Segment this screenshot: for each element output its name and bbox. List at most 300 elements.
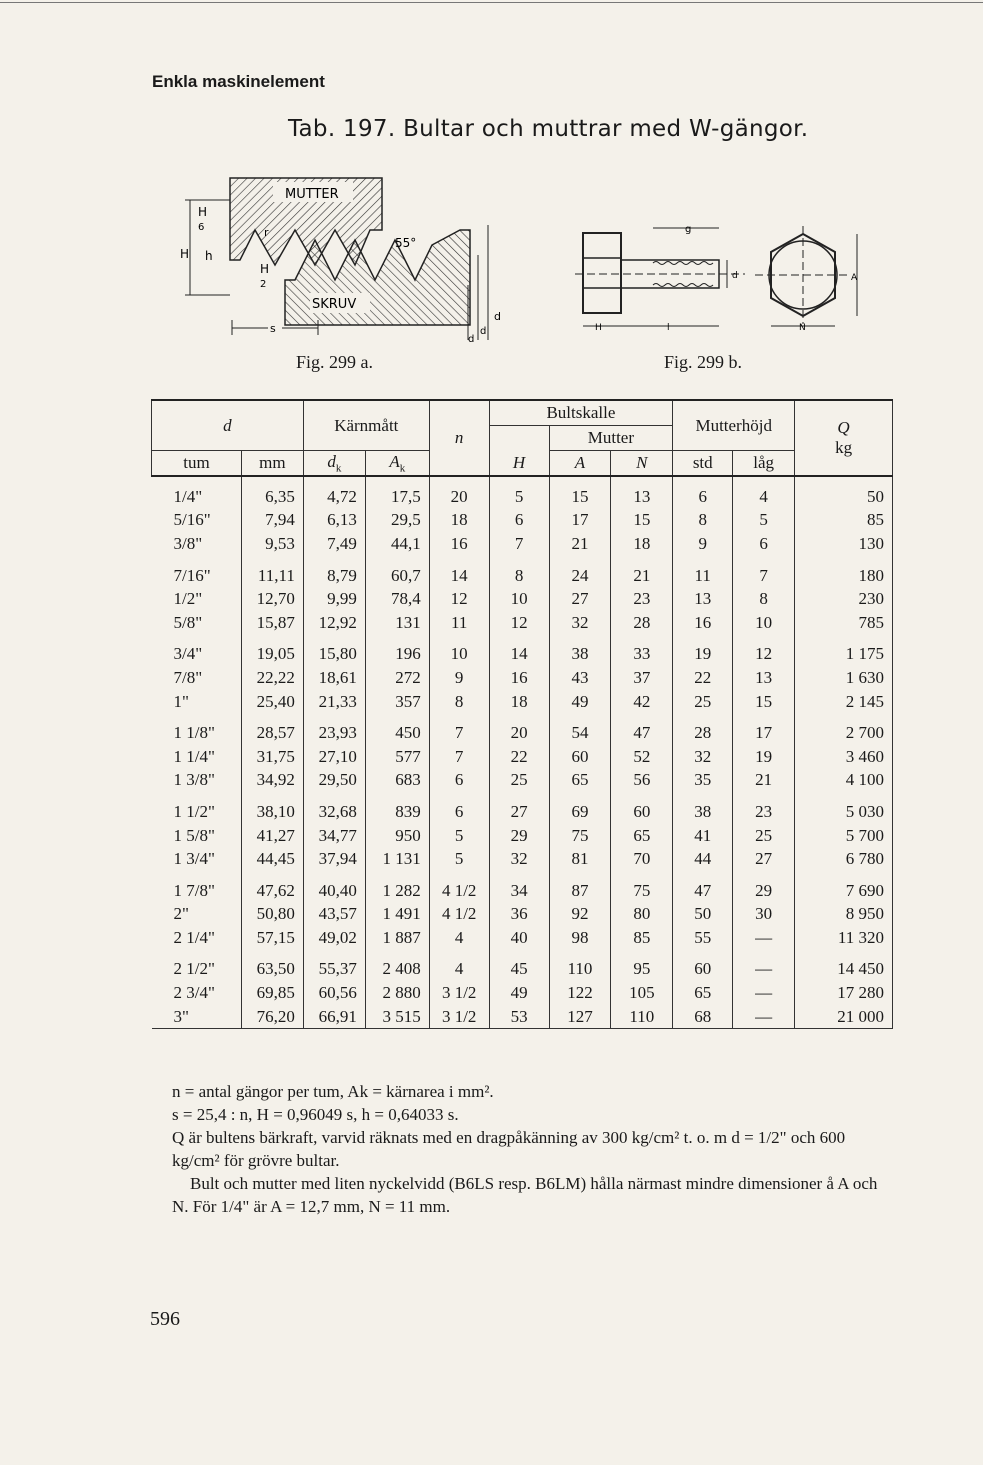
table-cell: 1/4" (173, 486, 203, 506)
table-cell: 60 (549, 745, 611, 769)
table-cell: 60,56 (303, 981, 365, 1005)
table-cell: 1 282 (365, 879, 429, 903)
table-cell: 69,85 (241, 981, 303, 1005)
table-cell: 20 (489, 721, 549, 745)
table-cell: 15 (733, 690, 795, 714)
table-cell: 49,02 (303, 926, 365, 950)
head-Ak: $A_k$ (365, 451, 429, 477)
table-row (152, 721, 893, 745)
table-cell: 3 460 (795, 745, 893, 769)
table-cell: 15,80 (303, 643, 365, 667)
table-cell: 130 (795, 532, 893, 556)
table-cell: 27,10 (303, 745, 365, 769)
table-cell: 60 (611, 800, 673, 824)
dk-label: d (468, 334, 475, 345)
table-cell: 21 000 (795, 1005, 893, 1029)
table-cell: 55,37 (303, 958, 365, 982)
table-cell: 9,53 (241, 532, 303, 556)
table-cell: 43,57 (303, 903, 365, 927)
note-4: Bult och mutter med liten nyckelvidd (B6LS resp. B6LM) hålla närmast mindre dimensioner å A och N. För 1/4" är A = 12,7 mm, N = 11 mm. (172, 1174, 878, 1216)
two-label: 2 (260, 279, 267, 290)
table-cell: 30 (733, 903, 795, 927)
table-cell: 60 (673, 958, 733, 982)
table-cell: 66,91 (303, 1005, 365, 1029)
table-cell: — (733, 926, 795, 950)
table-cell: 8 (489, 564, 549, 588)
table-cell: 18 (489, 690, 549, 714)
table-cell: 21,33 (303, 690, 365, 714)
table-cell: 6,13 (303, 509, 365, 533)
table-row (152, 903, 893, 927)
table-row (152, 958, 893, 982)
table-cell: — (733, 958, 795, 982)
figure-a-caption: Fig. 299 a. (296, 352, 374, 372)
bolt-d-label: d (732, 271, 738, 281)
table-cell: 11 (673, 564, 733, 588)
table-cell: 5/8" (173, 612, 203, 632)
table-row (152, 800, 893, 824)
table-cell: 47 (611, 721, 673, 745)
table-cell: 4 1/2 (429, 903, 489, 927)
table-cell: 1 491 (365, 903, 429, 927)
table-cell: 1 1/2" (173, 801, 215, 821)
table-cell: 28 (611, 611, 673, 635)
table-cell: 3" (152, 1005, 242, 1029)
table-cell: 3/8" (173, 533, 203, 553)
table-cell: — (733, 981, 795, 1005)
table-cell: 27 (549, 587, 611, 611)
running-header: Enkla maskinelement (152, 72, 325, 91)
table-cell: 9,99 (303, 587, 365, 611)
table-cell: 8,79 (303, 564, 365, 588)
note-3: Q är bultens bärkraft, varvid räknats med en dragpåkänning av 300 kg/cm² t. o. m d = 1/2" och 600 kg/cm² för grövre bultar. (172, 1128, 846, 1170)
table-cell: 42 (611, 690, 673, 714)
table-cell: 95 (611, 958, 673, 982)
table-cell: 2 408 (365, 958, 429, 982)
table-cell: — (733, 1005, 795, 1029)
table-row (152, 879, 893, 903)
table-cell: 12 (733, 643, 795, 667)
table-cell: 7/16" (173, 565, 211, 585)
table-cell: 65 (673, 981, 733, 1005)
table-cell: 15 (549, 485, 611, 509)
table-cell: 5 700 (795, 824, 893, 848)
head-blank (489, 426, 549, 451)
table-cell: 47,62 (241, 879, 303, 903)
H-label: H (180, 247, 190, 261)
table-cell: 25 (733, 824, 795, 848)
page-number: 596 (150, 1308, 180, 1330)
table-cell: 21 (733, 769, 795, 793)
table-row (152, 587, 893, 611)
table-cell: 6 780 (795, 847, 893, 871)
table-cell: 7/8" (173, 667, 203, 687)
table-cell: 65 (549, 769, 611, 793)
r-label: r (264, 226, 269, 239)
table-cell: 14 (489, 643, 549, 667)
d-label: d (494, 310, 501, 323)
table-cell: 8 (673, 509, 733, 533)
bolt-table (151, 399, 893, 1029)
table-cell: 32,68 (303, 800, 365, 824)
table-cell: 16 (429, 532, 489, 556)
table-cell: 110 (549, 958, 611, 982)
table-cell: 14 (429, 564, 489, 588)
table-cell: 23 (733, 800, 795, 824)
table-cell: 49 (489, 981, 549, 1005)
table-row (152, 485, 893, 509)
head-mutter: Mutter (549, 426, 673, 451)
table-cell: 7,49 (303, 532, 365, 556)
table-cell: 8 (733, 587, 795, 611)
table-cell: 23,93 (303, 721, 365, 745)
table-cell: 32 (489, 847, 549, 871)
table-row (152, 509, 893, 533)
table-cell: 10 (489, 587, 549, 611)
bolt-l-label: l (667, 323, 670, 333)
table-cell: 357 (365, 690, 429, 714)
table-cell: 37,94 (303, 847, 365, 871)
head-H: H (489, 451, 549, 477)
table-row (152, 847, 893, 871)
table-cell: 40,40 (303, 879, 365, 903)
table-cell: 29 (733, 879, 795, 903)
table-row (152, 824, 893, 848)
table-cell: 9 (673, 532, 733, 556)
table-cell: 2 700 (795, 721, 893, 745)
table-body (152, 476, 893, 1029)
table-cell: 785 (795, 611, 893, 635)
table-cell: 6 (429, 769, 489, 793)
table-cell: 7 690 (795, 879, 893, 903)
figure-b-caption: Fig. 299 b. (664, 352, 743, 372)
head-lag: låg (733, 451, 795, 477)
table-cell: 38 (673, 800, 733, 824)
H6-label: H (198, 205, 208, 219)
table-cell: 7 (733, 564, 795, 588)
table-cell: 6 (733, 532, 795, 556)
table-cell: 28 (673, 721, 733, 745)
table-cell: 27 (489, 800, 549, 824)
table-cell: 1 630 (795, 666, 893, 690)
table-cell: 3 515 (365, 1005, 429, 1029)
table-cell: 1/2" (173, 589, 203, 609)
bolt-N-label: N (799, 323, 806, 333)
table-cell: 22,22 (241, 666, 303, 690)
table-cell: 5 (429, 847, 489, 871)
table-cell: 272 (365, 666, 429, 690)
table-cell: 57,15 (241, 926, 303, 950)
table-cell: 13 (673, 587, 733, 611)
table-cell: 3 1/2 (429, 1005, 489, 1029)
dm-label: d (480, 326, 487, 337)
table-cell: 65 (611, 824, 673, 848)
bolt-A-label: A (851, 273, 858, 283)
table-row (152, 611, 893, 635)
table-cell: 20 (429, 485, 489, 509)
thread-profile-figure (170, 170, 510, 345)
table-cell: 50,80 (241, 903, 303, 927)
table-cell: 50 (795, 485, 893, 509)
table-cell: 1 3/4" (173, 849, 215, 869)
table-cell: 1" (173, 691, 189, 711)
table-cell: 2 1/4" (173, 927, 215, 947)
table-cell: 450 (365, 721, 429, 745)
head-std: std (673, 451, 733, 477)
table-cell: 5 (429, 824, 489, 848)
s-label: s (270, 322, 276, 335)
table-row (152, 690, 893, 714)
head-tum: tum (152, 451, 242, 477)
table-cell: 2 880 (365, 981, 429, 1005)
table-row (152, 564, 893, 588)
table-cell: 13 (611, 485, 673, 509)
table-cell: 7 (489, 532, 549, 556)
table-cell: 17 (549, 509, 611, 533)
table-cell: 14 450 (795, 958, 893, 982)
table-cell: 50 (673, 903, 733, 927)
table-cell: 5/16" (173, 510, 211, 530)
table-cell: 12 (489, 611, 549, 635)
angle-label: 55° (395, 236, 417, 250)
table-cell: 12,70 (241, 587, 303, 611)
table-cell: 22 (673, 666, 733, 690)
table-cell: 2 3/4" (173, 983, 215, 1003)
table-cell: 2" (173, 904, 189, 924)
head-karnmatt: Kärnmått (303, 400, 429, 451)
table-cell: 11 (429, 611, 489, 635)
table-cell: 1 7/8" (173, 880, 215, 900)
table-cell: 63,50 (241, 958, 303, 982)
table-cell: 28,57 (241, 721, 303, 745)
six-label: 6 (198, 222, 205, 233)
table-cell: 44,1 (365, 532, 429, 556)
table-cell: 12,92 (303, 611, 365, 635)
table-cell: 15,87 (241, 611, 303, 635)
table-cell: 80 (611, 903, 673, 927)
table-cell: 33 (611, 643, 673, 667)
table-cell: 25,40 (241, 690, 303, 714)
table-cell: 43 (549, 666, 611, 690)
table-cell: 230 (795, 587, 893, 611)
mutter-label: MUTTER (285, 187, 339, 202)
table-cell: 839 (365, 800, 429, 824)
table-cell: 34,77 (303, 824, 365, 848)
table-cell: 122 (549, 981, 611, 1005)
table-cell: 29,5 (365, 509, 429, 533)
head-N: N (611, 451, 673, 477)
table-cell: 18,61 (303, 666, 365, 690)
head-dk: $d_k$ (303, 451, 365, 477)
table-cell: 110 (611, 1005, 673, 1029)
head-A: A (549, 451, 611, 477)
table-cell: 1 175 (795, 643, 893, 667)
table-cell: 37 (611, 666, 673, 690)
table-cell: 44 (673, 847, 733, 871)
table-cell: 9 (429, 666, 489, 690)
table-cell: 55 (673, 926, 733, 950)
table-cell: 17 (733, 721, 795, 745)
table-cell: 24 (549, 564, 611, 588)
table-row (152, 926, 893, 950)
table-row (152, 532, 893, 556)
table-cell: 38 (549, 643, 611, 667)
table-cell: 2 145 (795, 690, 893, 714)
table-cell: 19 (733, 745, 795, 769)
table-cell: 41 (673, 824, 733, 848)
table-cell: 34 (489, 879, 549, 903)
table-cell: 5 030 (795, 800, 893, 824)
table-cell: 13 (733, 666, 795, 690)
table-cell: 44,45 (241, 847, 303, 871)
table-cell: 36 (489, 903, 549, 927)
table-cell: 1 1/8" (173, 723, 215, 743)
table-cell: 7 (429, 721, 489, 745)
g-label: g (685, 224, 692, 235)
table-cell: 18 (429, 509, 489, 533)
table-cell: 69 (549, 800, 611, 824)
table-cell: 2 1/2" (173, 959, 215, 979)
table-cell: 577 (365, 745, 429, 769)
table-cell: 4,72 (303, 485, 365, 509)
table-cell: 81 (549, 847, 611, 871)
table-cell: 5 (489, 485, 549, 509)
table-cell: 7,94 (241, 509, 303, 533)
table-cell: 75 (611, 879, 673, 903)
bolt-figure (575, 218, 875, 338)
table-cell: 6 (673, 485, 733, 509)
table-cell: 78,4 (365, 587, 429, 611)
table-row (152, 769, 893, 793)
top-rule (0, 2, 983, 3)
note-1: n = antal gängor per tum, Ak = kärnarea i mm². (172, 1082, 494, 1101)
table-cell: 5 (733, 509, 795, 533)
table-cell: 25 (489, 769, 549, 793)
table-cell: 92 (549, 903, 611, 927)
table-cell: 11,11 (241, 564, 303, 588)
table-cell: 180 (795, 564, 893, 588)
table-cell: 45 (489, 958, 549, 982)
table-cell: 70 (611, 847, 673, 871)
table-row (152, 1005, 893, 1029)
table-cell: 32 (673, 745, 733, 769)
head-Q: Q kg (795, 400, 893, 476)
head-d: d (152, 400, 304, 451)
table-cell: 34,92 (241, 769, 303, 793)
table-cell: 4 1/2 (429, 879, 489, 903)
table-cell: 4 (429, 958, 489, 982)
table-cell: 17 280 (795, 981, 893, 1005)
table-cell: 17,5 (365, 485, 429, 509)
table-cell: 29,50 (303, 769, 365, 793)
table-cell: 6 (489, 509, 549, 533)
table-cell: 8 (429, 690, 489, 714)
table-cell: 68 (673, 1005, 733, 1029)
table-cell: 98 (549, 926, 611, 950)
table-cell: 49 (549, 690, 611, 714)
table-cell: 105 (611, 981, 673, 1005)
table-cell: 15 (611, 509, 673, 533)
note-2: s = 25,4 : n, H = 0,96049 s, h = 0,64033 s. (172, 1105, 459, 1124)
table-cell: 19 (673, 643, 733, 667)
table-cell: 1 3/8" (173, 770, 215, 790)
table-cell: 54 (549, 721, 611, 745)
table-row (152, 981, 893, 1005)
table-cell: 19,05 (241, 643, 303, 667)
table-cell: 75 (549, 824, 611, 848)
table-cell: 1 887 (365, 926, 429, 950)
table-cell: 18 (611, 532, 673, 556)
H2-label: H (260, 262, 270, 276)
table-cell: 76,20 (241, 1005, 303, 1029)
table-row (152, 745, 893, 769)
bolt-H-label: H (595, 323, 602, 333)
table-cell: 1 1/4" (173, 746, 215, 766)
table-cell: 1 131 (365, 847, 429, 871)
table-cell: 683 (365, 769, 429, 793)
head-n: n (429, 400, 489, 476)
table-cell: 85 (795, 509, 893, 533)
table-cell: 52 (611, 745, 673, 769)
notes (172, 1080, 892, 1218)
table-cell: 11 320 (795, 926, 893, 950)
table-row (152, 643, 893, 667)
head-bultskalle: Bultskalle (489, 400, 673, 426)
table-cell: 27 (733, 847, 795, 871)
table-cell: 60,7 (365, 564, 429, 588)
skruv-label: SKRUV (312, 297, 357, 312)
page-title: Tab. 197. Bultar och muttrar med W-gängor. (288, 116, 809, 142)
table-cell: 56 (611, 769, 673, 793)
head-mm: mm (241, 451, 303, 477)
table-cell: 3/4" (173, 644, 203, 664)
table-cell: 40 (489, 926, 549, 950)
table-cell: 10 (429, 643, 489, 667)
table-cell: 23 (611, 587, 673, 611)
table-row (152, 666, 893, 690)
table-cell: 53 (489, 1005, 549, 1029)
table-cell: 8 950 (795, 903, 893, 927)
table-cell: 6,35 (241, 485, 303, 509)
table-cell: 131 (365, 611, 429, 635)
table-cell: 85 (611, 926, 673, 950)
table-cell: 21 (611, 564, 673, 588)
table-cell: 87 (549, 879, 611, 903)
table-cell: 25 (673, 690, 733, 714)
table-cell: 31,75 (241, 745, 303, 769)
table-cell: 4 100 (795, 769, 893, 793)
h-label: h (205, 249, 213, 263)
table-cell: 4 (733, 485, 795, 509)
table-cell: 16 (489, 666, 549, 690)
head-mutterhojd: Mutterhöjd (673, 400, 795, 451)
table-cell: 4 (429, 926, 489, 950)
table-cell: 47 (673, 879, 733, 903)
table-cell: 7 (429, 745, 489, 769)
table-cell: 35 (673, 769, 733, 793)
table-cell: 127 (549, 1005, 611, 1029)
table-cell: 22 (489, 745, 549, 769)
table-cell: 16 (673, 611, 733, 635)
table-cell: 6 (429, 800, 489, 824)
table-cell: 950 (365, 824, 429, 848)
table-cell: 41,27 (241, 824, 303, 848)
table-cell: 38,10 (241, 800, 303, 824)
table-cell: 10 (733, 611, 795, 635)
table-cell: 3 1/2 (429, 981, 489, 1005)
table-cell: 12 (429, 587, 489, 611)
table-cell: 1 5/8" (173, 825, 215, 845)
